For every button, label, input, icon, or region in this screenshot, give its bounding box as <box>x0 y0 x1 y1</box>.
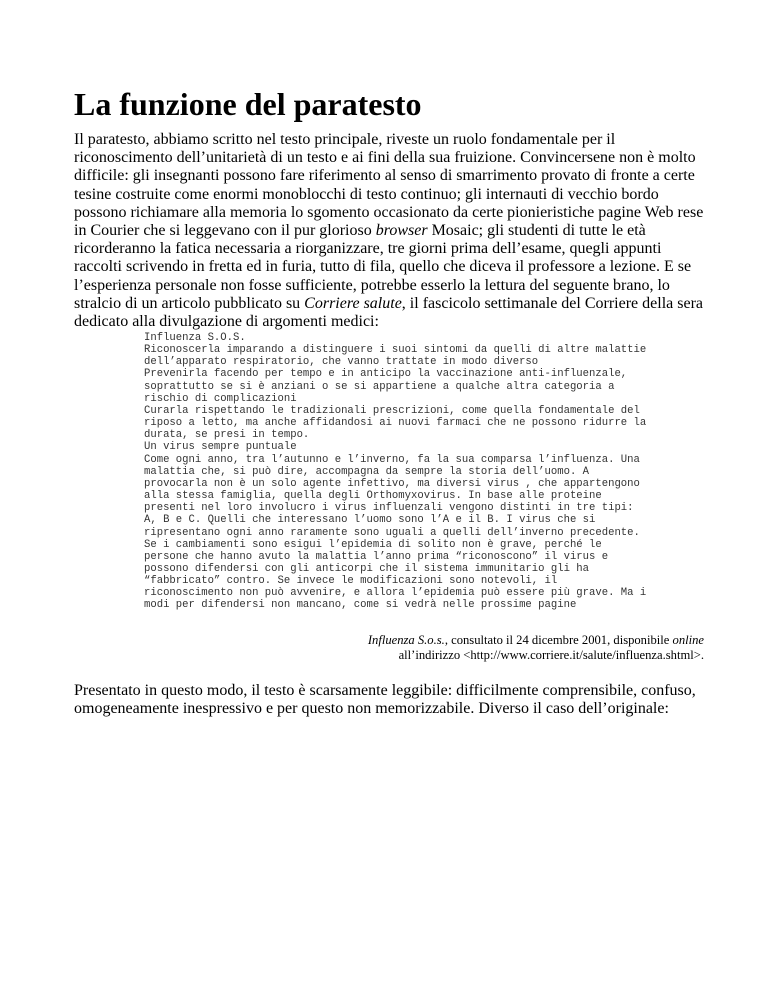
intro-text-part3: , il fascicolo settimanale del Corriere della sera dedicato alla divulgazione di argomenti medici: <box>74 294 703 331</box>
quote-line: persone che hanno avuto la malattia l’anno prima “riconoscono” il virus e <box>144 550 609 563</box>
citation-line-1 <box>74 633 704 648</box>
citation-access-info: , consultato il 24 dicembre 2001, disponibile <box>444 633 673 647</box>
quote-line: riposo a letto, ma anche affidandosi ai nuovi farmaci che ne possono ridurre la <box>144 417 647 430</box>
intro-publication-name: Corriere salute <box>304 294 402 312</box>
quote-line: durata, se presi in tempo. <box>144 429 310 442</box>
quote-line: provocarla non è un solo agente infettivo, ma diversi virus , che appartengono <box>144 477 640 490</box>
quote-line: riconoscimento non può avvenire, e allora l’epidemia può essere più grave. Ma i <box>144 587 647 600</box>
quote-line: Prevenirla facendo per tempo e in anticipo la vaccinazione anti-influenzale, <box>144 368 628 381</box>
citation-online-term: online <box>672 633 704 647</box>
quote-line: A, B e C. Quelli che interessano l’uomo sono l’A e il B. I virus che si <box>144 514 596 527</box>
intro-paragraph <box>74 131 704 331</box>
quote-line: malattia che, si può dire, accompagna da sempre la storia dell’uomo. A <box>144 465 590 478</box>
quote-line: Riconoscerla imparando a distinguere i suoi sintomi da quelli di altre malattie <box>144 344 647 357</box>
quote-line: rischio di complicazioni <box>144 392 297 405</box>
intro-browser-term: browser <box>375 222 428 240</box>
quote-line: Un virus sempre puntuale <box>144 441 297 454</box>
outro-paragraph: Presentato in questo modo, il testo è scarsamente leggibile: difficilmente comprensibile, confuso, omogeneamente inespressivo e per questo non memorizzabile. Diverso il caso dell’originale: <box>74 682 696 718</box>
quote-line: soprattutto se si è anziani o se si appartiene a qualche altra categoria a <box>144 380 615 393</box>
citation-source-title: Influenza S.o.s. <box>367 633 445 647</box>
quote-line: Se i cambiamenti sono esigui l’epidemia di solito non è grave, perché le <box>144 538 602 551</box>
quote-line: “fabbricato” contro. Se invece le modificazioni sono notevoli, il <box>144 575 558 588</box>
quote-line: Come ogni anno, tra l’autunno e l’inverno, fa la sua comparsa l’influenza. Una <box>144 453 640 466</box>
page-title: La funzione del paratesto <box>74 86 422 122</box>
quote-line: possono difendersi con gli anticorpi che il sistema immunitario gli ha <box>144 562 590 575</box>
intro-text-part2: Mosaic; gli studenti di tutte le età ricorderanno la fatica necessaria a riorganizzare, tre giorni prima dell’esame, quegli appunti raccolti scrivendo in fretta ed in furia, tutto di fila, quello che diceva il professore a lezione. E se l’esperienza personale non fosse sufficiente, potrebbe esserlo la lettura del seguente brano, lo stralcio di un articolo pubblicato su <box>74 222 692 312</box>
quote-line: presenti nel loro involucro i virus influenzali vengono distinti in tre tipi: <box>144 502 634 515</box>
citation <box>74 633 704 663</box>
quote-line: alla stessa famiglia, quella degli Orthomyxovirus. In base alle proteine <box>144 490 602 503</box>
quoted-article-block <box>144 332 704 612</box>
quote-line: dell’apparato respiratorio, che vanno trattate in modo diverso <box>144 356 539 369</box>
quote-line: Influenza S.O.S. <box>144 332 246 344</box>
quote-line: Curarla rispettando le tradizionali prescrizioni, come quella fondamentale del <box>144 404 640 417</box>
quote-line: ripresentano ogni anno raramente sono uguali a quelli dell’inverno precedente. <box>144 526 640 539</box>
quote-line: modi per difendersi non mancano, come si vedrà nelle prossime pagine <box>144 599 577 612</box>
citation-line-2: all’indirizzo <http://www.corriere.it/salute/influenza.shtml>. <box>398 648 704 662</box>
intro-text-part1: Il paratesto, abbiamo scritto nel testo principale, riveste un ruolo fondamentale per il riconoscimento dell’unitarietà di un testo e ai fini della sua fruizione. Convincersene non è molto difficile: gli insegnanti possono fare riferimento al senso di smarrimento provato di fronte a certe tesine costruite come enormi monoblocchi di testo continuo; gli internauti di vecchio bordo possono richiamare alla memoria lo sgomento occasionato da certe pionieristiche pagine Web rese in Courier che si leggevano con il pur glorioso <box>74 131 704 240</box>
